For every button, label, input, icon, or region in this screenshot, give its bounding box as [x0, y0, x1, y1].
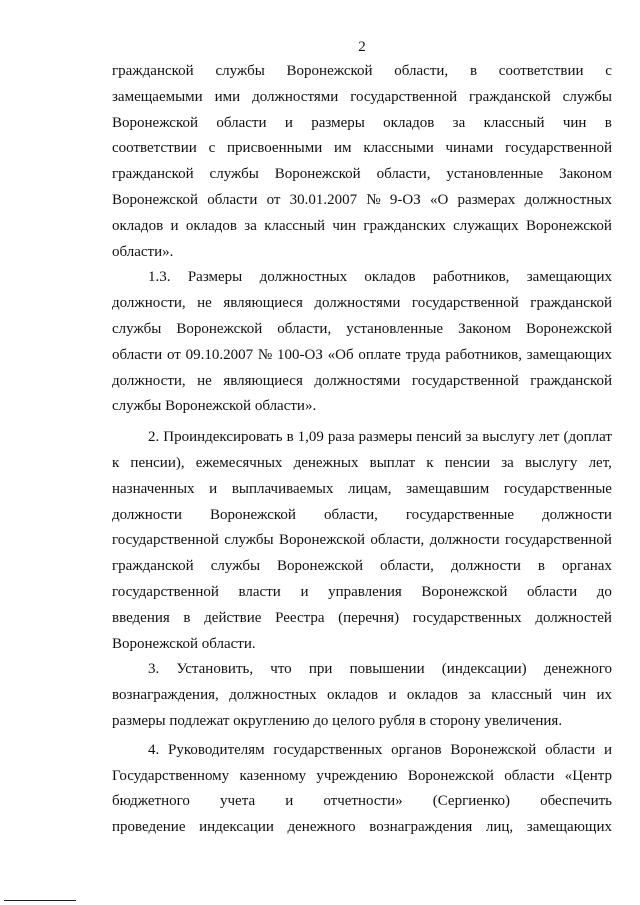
word: повышении [349, 661, 425, 678]
text-line [112, 317, 612, 343]
text-line: области». [112, 243, 174, 260]
text-line [112, 85, 612, 111]
word: чинами [445, 140, 494, 157]
text-line: размеры подлежат округлению до целого рубля в сторону увеличения. [112, 712, 563, 729]
word: должности, [112, 295, 186, 312]
word: пенсии [444, 454, 491, 471]
word: должности [429, 532, 500, 549]
word: вознаграждения, [112, 687, 219, 704]
word: отчетности» [323, 793, 403, 810]
text-line [112, 136, 612, 162]
word: за [452, 114, 466, 131]
text-line [112, 789, 612, 815]
text-line [112, 291, 612, 317]
paragraph-1-3 [112, 265, 612, 420]
text-line [112, 657, 612, 683]
word: при [308, 661, 333, 678]
word: окладов [112, 217, 164, 234]
word: области [216, 114, 267, 131]
word: размеры [358, 429, 413, 446]
word: Законом [559, 166, 612, 183]
word: власти [238, 583, 281, 600]
word: государственной [411, 372, 519, 389]
word: службы [224, 532, 274, 549]
word: службы [210, 558, 261, 575]
paragraph-1-1-continuation [112, 59, 612, 265]
word: 1,09 [297, 429, 324, 446]
word: учреждению [316, 767, 398, 784]
word: вознаграждения [369, 819, 473, 836]
word: должности, [112, 372, 186, 389]
word: присвоенными [227, 140, 323, 157]
word: с [208, 140, 216, 157]
word: Воронежской [112, 114, 198, 131]
text-line [112, 214, 612, 240]
word: служащих [453, 217, 519, 234]
word: 1.3. [148, 269, 171, 286]
word: бюджетного [112, 793, 190, 810]
word: денежных [293, 454, 359, 471]
word: чин [562, 114, 587, 131]
word: лет [538, 429, 560, 446]
word: окладов [185, 217, 237, 234]
word: установленные [346, 320, 444, 337]
word: Воронежской [525, 217, 612, 234]
text-line [112, 265, 612, 291]
word: что [270, 661, 292, 678]
text-line [112, 580, 612, 606]
word: службы [215, 63, 265, 79]
word: государственные [405, 506, 515, 523]
word: Воронежской [407, 767, 494, 784]
word: за [468, 687, 481, 704]
word: работников, [445, 346, 522, 363]
word: Воронежской [176, 320, 263, 337]
word: должностных [259, 269, 348, 286]
word: области, [380, 558, 434, 575]
word: государственных [412, 609, 522, 626]
word: казенному [239, 767, 307, 784]
word: соответствии [498, 63, 584, 79]
text-line [112, 343, 612, 369]
text-line [112, 425, 612, 451]
word: труда [405, 346, 441, 363]
word: чин [332, 217, 356, 234]
word: пенсии), [130, 454, 185, 471]
word: должности [450, 558, 521, 575]
word: окладов [364, 269, 416, 286]
word: классный [483, 114, 545, 131]
word: ими [214, 88, 241, 105]
word: их [596, 687, 612, 704]
word: области [545, 741, 596, 758]
word: за [501, 454, 514, 471]
paragraph-3 [112, 657, 612, 734]
word: гражданской [469, 88, 551, 105]
word: в [537, 558, 545, 575]
word: области, [323, 506, 378, 523]
word: органов [391, 741, 442, 758]
word: с [605, 63, 612, 79]
word: Воронежской [209, 506, 296, 523]
word: должностями [314, 372, 401, 389]
word: Государственному [112, 767, 230, 784]
word: чин [562, 687, 587, 704]
word: денежного [287, 819, 356, 836]
word: к [112, 454, 120, 471]
word: введения [112, 609, 170, 626]
word: замещающих [526, 269, 612, 286]
word: Воронежской [277, 558, 364, 575]
word: должности [542, 506, 612, 523]
word: замещающих [526, 346, 612, 363]
text-line: Воронежской области. [112, 635, 256, 652]
word: классными [363, 140, 434, 157]
word: (перечня) [338, 609, 400, 626]
word: размеры [311, 114, 365, 131]
text-line [112, 111, 612, 137]
word: области, [376, 166, 431, 183]
word: и [170, 217, 179, 234]
word: государственной [505, 532, 612, 549]
word: лицам, [348, 480, 392, 497]
word: должности [112, 506, 182, 523]
word: области [504, 767, 555, 784]
word: в [469, 63, 478, 79]
word: области [112, 346, 163, 363]
word: и [284, 114, 293, 131]
word: № [257, 346, 273, 363]
text-line [112, 683, 612, 709]
word: лет, [588, 454, 612, 471]
text-line [112, 738, 612, 764]
word: оплате [358, 346, 401, 363]
word: гражданской [112, 166, 194, 183]
word: 2. [148, 429, 160, 446]
word: 09.10.2007 [185, 346, 254, 363]
word: выплачиваемых [231, 480, 334, 497]
word: и [603, 741, 612, 758]
document-body [112, 59, 612, 841]
word: гражданской [530, 295, 612, 312]
text-line [112, 162, 612, 188]
word: государственные [503, 480, 612, 497]
word: выплат [369, 454, 416, 471]
word: работников, [432, 269, 510, 286]
word: Воронежской [274, 166, 361, 183]
word: являющиеся [223, 372, 303, 389]
word: к [426, 454, 434, 471]
word: управления [328, 583, 402, 600]
word: Установить, [176, 661, 254, 678]
word: проведение [112, 819, 186, 836]
word: окладов [383, 114, 435, 131]
word: государственной [411, 295, 519, 312]
word: Законом [458, 320, 512, 337]
word: Воронежской [450, 741, 537, 758]
word: замещающих [526, 819, 612, 836]
word: области [527, 583, 578, 600]
text-line [112, 59, 612, 85]
word: (индексации) [441, 661, 527, 678]
word: Воронежской [286, 63, 373, 79]
word: замещаемыми [112, 88, 203, 105]
paragraph-2 [112, 425, 612, 657]
word: «Центр [564, 767, 612, 784]
word: области, [394, 63, 449, 79]
word: № [366, 191, 381, 208]
word: классный [264, 217, 326, 234]
word: и [285, 793, 294, 810]
word: области, [277, 320, 332, 337]
word: в [286, 429, 294, 446]
word: 9-ОЗ [389, 191, 421, 208]
word: должностями [314, 295, 401, 312]
word: службы [209, 166, 259, 183]
word: и [209, 480, 218, 497]
word: за [244, 217, 257, 234]
word: до [596, 583, 612, 600]
word: должностями [252, 88, 339, 105]
text-line [112, 528, 612, 554]
text-line [112, 606, 612, 632]
word: государственной [505, 140, 612, 157]
word: в [183, 609, 191, 626]
word: должностей [535, 609, 612, 626]
word: от [266, 191, 281, 208]
word: должностных [524, 191, 612, 208]
word: в [604, 114, 612, 131]
word: размерах [457, 191, 516, 208]
word: государственной [112, 532, 219, 549]
word: Воронежской [526, 320, 612, 337]
word: не [197, 295, 212, 312]
word: действие [204, 609, 262, 626]
text-line [112, 764, 612, 790]
word: службы [112, 320, 162, 337]
word: замещавшим [406, 480, 490, 497]
word: ежемесячных [195, 454, 283, 471]
text-line [112, 503, 612, 529]
text-line [112, 477, 612, 503]
text-line: службы Воронежской области». [112, 398, 317, 415]
word: 4. [148, 741, 160, 758]
word: области [207, 191, 258, 208]
word: установленные [446, 166, 544, 183]
word: Руководителям [168, 741, 265, 758]
word: органах [561, 558, 612, 575]
text-line [112, 451, 612, 477]
word: гражданской [530, 372, 612, 389]
word: окладов [406, 687, 458, 704]
word: службы [562, 88, 612, 105]
word: Воронежской [279, 532, 366, 549]
word: за [465, 429, 479, 446]
text-line [112, 554, 612, 580]
word: не [197, 372, 212, 389]
word: денежного [543, 661, 612, 678]
word: выслугу [482, 429, 535, 446]
paragraph-4 [112, 738, 612, 841]
word: гражданских [363, 217, 446, 234]
word: государственной [350, 88, 458, 105]
text-line [112, 188, 612, 214]
word: 3. [148, 661, 160, 678]
word: раза [327, 429, 355, 446]
word: 100-ОЗ [277, 346, 323, 363]
word: классный [491, 687, 553, 704]
word: Проиндексировать [163, 429, 283, 446]
word: гражданской [112, 558, 194, 575]
word: области, [370, 532, 425, 549]
word: Воронежской [112, 191, 198, 208]
word: и [300, 583, 309, 600]
word: и [388, 687, 397, 704]
word: обеспечить [540, 793, 612, 810]
word: учета [220, 793, 256, 810]
word: должностных [229, 687, 317, 704]
word: им [334, 140, 352, 157]
word: гражданской [112, 63, 194, 79]
word: от [166, 346, 181, 363]
word: «Об [327, 346, 354, 363]
word: являющиеся [223, 295, 303, 312]
page-number: 2 [358, 39, 366, 55]
word: Реестра [275, 609, 325, 626]
word: окладов [326, 687, 379, 704]
word: назначенных [112, 480, 195, 497]
word: выслугу [524, 454, 578, 471]
word: (Сергиенко) [432, 793, 510, 810]
word: Воронежской [421, 583, 508, 600]
word: «О [429, 191, 449, 208]
word: Размеры [187, 269, 243, 286]
word: индексации [199, 819, 274, 836]
word: (доплат [563, 429, 612, 446]
footnote-separator [4, 900, 76, 901]
word: 30.01.2007 [289, 191, 358, 208]
word: государственных [273, 741, 383, 758]
text-line [112, 815, 612, 841]
text-line [112, 369, 612, 395]
word: пенсий [416, 429, 462, 446]
word: лиц, [485, 819, 514, 836]
word: государственной [112, 583, 219, 600]
word: соответствии [112, 140, 197, 157]
